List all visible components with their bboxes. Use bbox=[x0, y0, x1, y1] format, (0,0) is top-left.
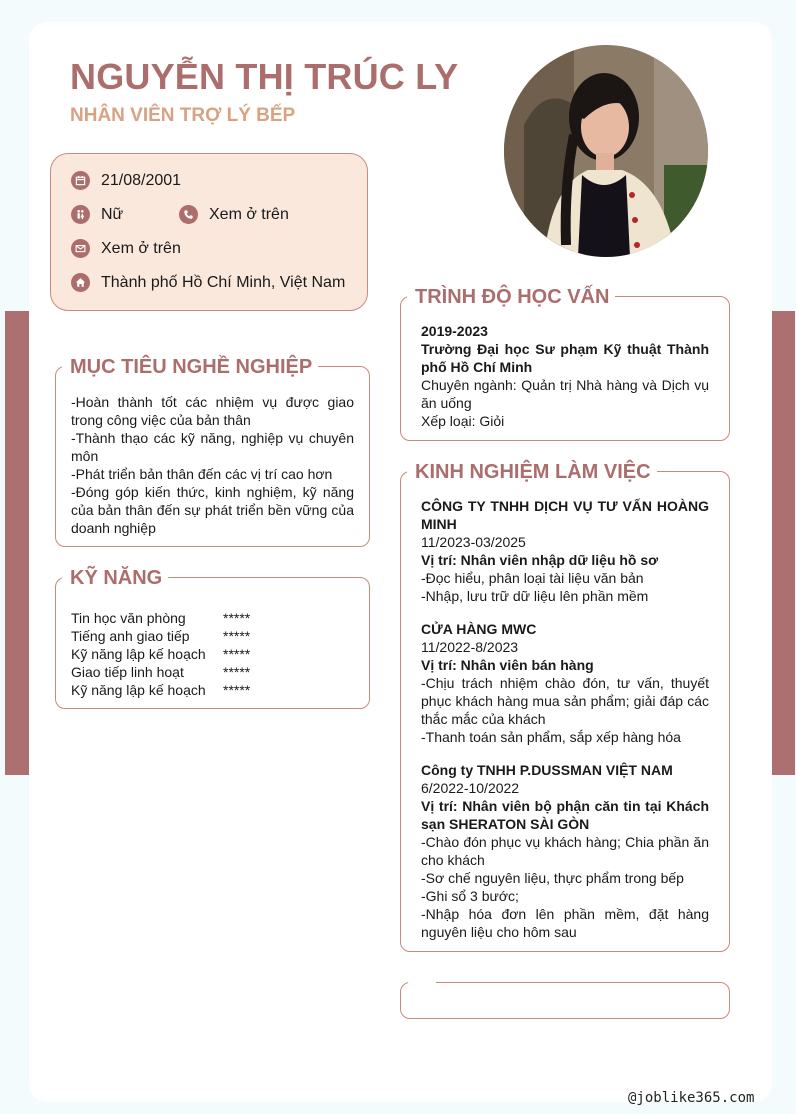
email-icon bbox=[71, 239, 90, 258]
skills-title: KỸ NĂNG bbox=[62, 566, 168, 590]
birthdate-text: 21/08/2001 bbox=[101, 171, 182, 189]
home-icon bbox=[71, 273, 90, 292]
job-title: NHÂN VIÊN TRỢ LÝ BẾP bbox=[70, 105, 296, 126]
candidate-name: NGUYỄN THỊ TRÚC LY bbox=[70, 56, 459, 97]
skill-row bbox=[71, 609, 354, 627]
objective-line: -Phát triển bản thân đến các vị trí cao hơn bbox=[71, 466, 333, 482]
skill-row bbox=[71, 663, 354, 681]
job-period: 11/2023-03/2025 bbox=[421, 534, 526, 550]
objective-body bbox=[71, 393, 354, 537]
education-school: Trường Đại học Sư phạm Kỹ thuật Thành phố Hồ Chí Minh bbox=[421, 341, 709, 375]
job-entry bbox=[421, 761, 709, 941]
objective-line: -Đóng góp kiến thức, kinh nghiệm, kỹ năng của bản thân đến sự phát triển bền vững của doanh nghiệp bbox=[71, 484, 354, 536]
job-duty: -Ghi sổ 3 bước; bbox=[421, 888, 519, 904]
skill-name: Kỹ năng lập kế hoạch bbox=[71, 646, 206, 662]
skill-name: Kỹ năng lập kế hoạch bbox=[71, 682, 206, 698]
job-duty: -Nhập hóa đơn lên phần mềm, đặt hàng nguyên liệu cho hôm sau bbox=[421, 906, 709, 940]
phone-icon bbox=[179, 205, 198, 224]
job-position: Vị trí: Nhân viên bán hàng bbox=[421, 657, 594, 673]
skill-name: Tin học văn phòng bbox=[71, 610, 186, 626]
address-text: Thành phố Hồ Chí Minh, Việt Nam bbox=[101, 273, 346, 291]
job-company: CÔNG TY TNHH DỊCH VỤ TƯ VẤN HOÀNG MINH bbox=[421, 498, 709, 532]
job-position: Vị trí: Nhân viên bộ phận căn tin tại Khách sạn SHERATON SÀI GÒN bbox=[421, 798, 709, 832]
address-item bbox=[71, 273, 345, 292]
email-text: Xem ở trên bbox=[101, 239, 181, 257]
education-grade: Xếp loại: Giỏi bbox=[421, 413, 505, 429]
job-position: Vị trí: Nhân viên nhập dữ liệu hồ sơ bbox=[421, 552, 659, 568]
gender-icon bbox=[71, 205, 90, 224]
birthdate-item bbox=[71, 171, 181, 190]
calendar-icon bbox=[71, 171, 90, 190]
job-duty: -Sơ chế nguyên liệu, thực phẩm trong bếp bbox=[421, 870, 684, 886]
profile-photo bbox=[504, 45, 708, 257]
job-duty: -Chịu trách nhiệm chào đón, tư vấn, thuyết phục khách hàng mua sản phẩm; giải đáp các thắc mắc của khách bbox=[421, 675, 709, 727]
empty-section-title-gap bbox=[408, 978, 436, 986]
job-company: CỬA HÀNG MWC bbox=[421, 621, 537, 637]
gender-item bbox=[71, 205, 123, 224]
watermark: @joblike365.com bbox=[628, 1090, 755, 1106]
job-period: 6/2022-10/2022 bbox=[421, 780, 520, 796]
skill-rating: ***** bbox=[223, 628, 251, 644]
job-period: 11/2022-8/2023 bbox=[421, 639, 519, 655]
job-duty: -Thanh toán sản phẩm, sắp xếp hàng hóa bbox=[421, 729, 681, 745]
education-body bbox=[421, 322, 709, 430]
objective-line: -Hoàn thành tốt các nhiệm vụ được giao trong công việc của bản thân bbox=[71, 394, 354, 428]
job-duty: -Chào đón phục vụ khách hàng; Chia phần ăn cho khách bbox=[421, 834, 709, 868]
objective-line: -Thành thạo các kỹ năng, nghiệp vụ chuyên môn bbox=[71, 430, 354, 464]
skill-row bbox=[71, 681, 354, 699]
job-duty: -Đọc hiểu, phân loại tài liệu văn bản bbox=[421, 570, 644, 586]
job-company: Công ty TNHH P.DUSSMAN VIỆT NAM bbox=[421, 762, 673, 778]
education-title: TRÌNH ĐỘ HỌC VẤN bbox=[407, 285, 615, 309]
skill-rating: ***** bbox=[223, 646, 251, 662]
skill-name: Giao tiếp linh hoạt bbox=[71, 664, 184, 680]
skills-list bbox=[71, 609, 354, 699]
education-major: Chuyên ngành: Quản trị Nhà hàng và Dịch vụ ăn uống bbox=[421, 377, 709, 411]
gender-text: Nữ bbox=[101, 205, 124, 223]
left-accent-band bbox=[5, 311, 29, 775]
education-years: 2019-2023 bbox=[421, 323, 488, 339]
empty-section bbox=[400, 982, 730, 1019]
skill-rating: ***** bbox=[223, 682, 251, 698]
email-item bbox=[71, 239, 181, 258]
skill-row bbox=[71, 627, 354, 645]
skill-rating: ***** bbox=[223, 664, 251, 680]
skill-row bbox=[71, 645, 354, 663]
phone-text: Xem ở trên bbox=[209, 205, 289, 223]
right-accent-band bbox=[772, 311, 795, 775]
job-duty: -Nhập, lưu trữ dữ liệu lên phần mềm bbox=[421, 588, 649, 604]
objective-title: MỤC TIÊU NGHỀ NGHIỆP bbox=[62, 355, 318, 379]
experience-title: KINH NGHIỆM LÀM VIỆC bbox=[407, 460, 657, 484]
phone-item bbox=[179, 205, 289, 224]
job-entry bbox=[421, 497, 709, 605]
job-entry bbox=[421, 620, 709, 746]
skill-name: Tiếng anh giao tiếp bbox=[71, 628, 190, 644]
skill-rating: ***** bbox=[223, 610, 251, 626]
